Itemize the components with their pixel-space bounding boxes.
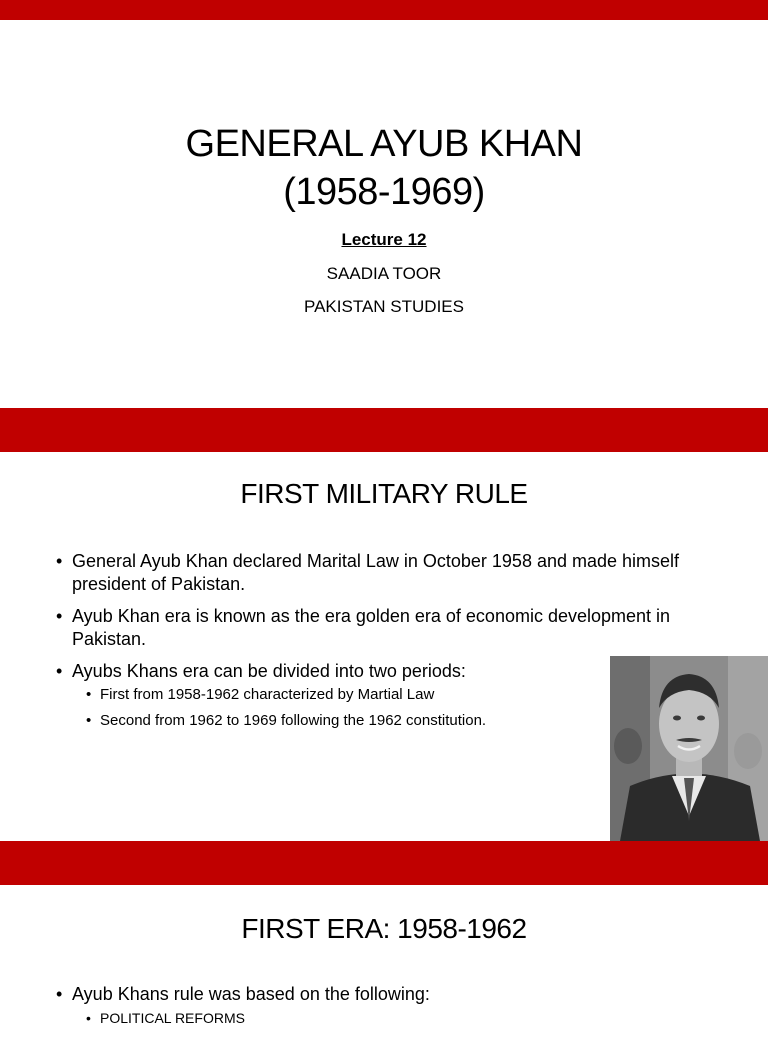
sub-bullet-list bbox=[86, 1008, 716, 1028]
first-era-slide bbox=[0, 885, 768, 1045]
author-name: SAADIA TOOR bbox=[326, 264, 442, 283]
sub-bullet-item: • POLITICAL REFORMS bbox=[86, 1008, 716, 1028]
bullet-item bbox=[56, 983, 716, 1028]
slide-title bbox=[0, 120, 768, 216]
slide-heading: FIRST ERA: 1958-1962 bbox=[241, 913, 527, 944]
course-name: PAKISTAN STUDIES bbox=[304, 297, 464, 316]
bullet-item: • General Ayub Khan declared Marital Law in October 1958 and made himself president of Pakistan. bbox=[56, 550, 716, 596]
sub-bullet-item: • First from 1958-1962 characterized by Martial Law bbox=[86, 685, 716, 705]
portrait-photo bbox=[610, 656, 768, 841]
first-military-rule-slide bbox=[0, 452, 768, 841]
lecture-label: Lecture 12 bbox=[341, 230, 427, 249]
bullet-text: Ayubs Khans era can be divided into two periods: bbox=[72, 661, 466, 681]
sub-bullet-item: • Second from 1962 to 1969 following the 1962 constitution. bbox=[86, 711, 716, 731]
title-line-1: GENERAL AYUB KHAN bbox=[185, 123, 583, 165]
title-slide bbox=[0, 20, 768, 408]
bullet-list bbox=[56, 983, 716, 1037]
slide-heading: FIRST MILITARY RULE bbox=[240, 478, 528, 509]
bullet-item: • Ayub Khan era is known as the era golden era of economic development in Pakistan. bbox=[56, 605, 716, 651]
portrait-illustration bbox=[610, 656, 768, 841]
title-line-2: (1958-1969) bbox=[283, 171, 485, 213]
bullet-text: Ayub Khans rule was based on the following: bbox=[72, 984, 430, 1004]
